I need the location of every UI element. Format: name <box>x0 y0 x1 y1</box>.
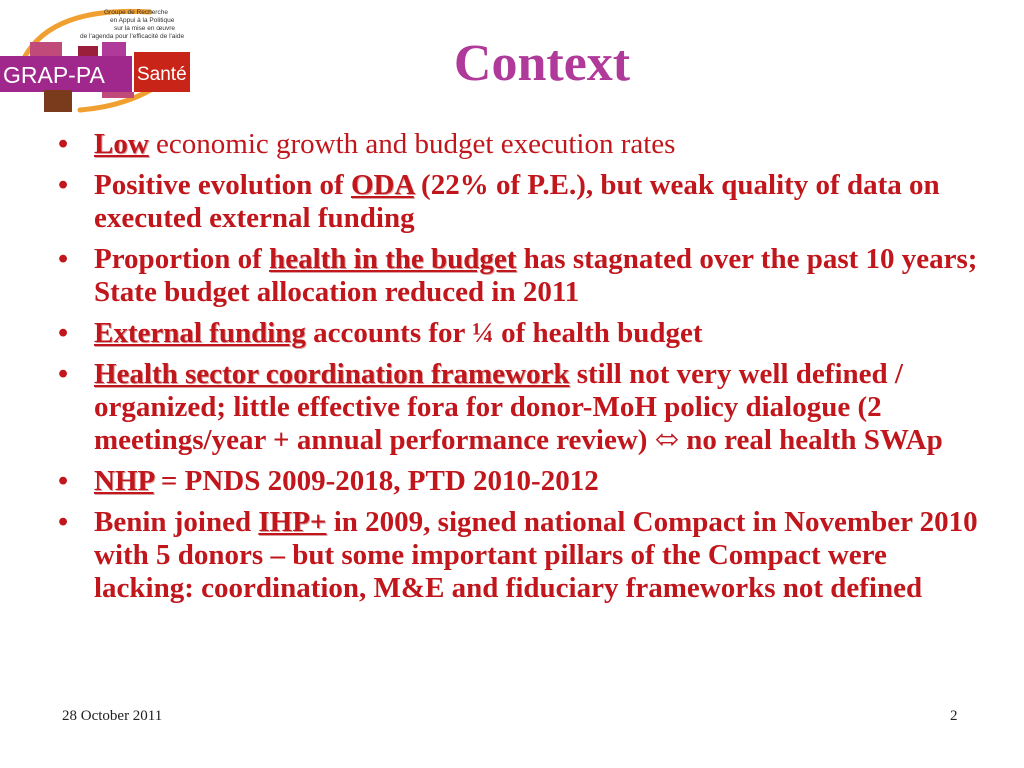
highlighted-term: IHP+ <box>258 506 327 538</box>
logo-tagline-2: en Appui à la Politique <box>110 17 175 24</box>
bullet-glyph: • <box>58 128 69 160</box>
bullet-text: in 2009, signed national Compact in November 2010 with 5 donors – but some important pillars of the Compact were lacking: coordination, M&E and fiduciary frameworks not defined <box>94 506 978 604</box>
bullet-text: still not very well defined / organized; little effective fora for donor-MoH policy dialogue (2 meetings/year + annual performance review) ⬄ no real health SWAp <box>94 358 943 456</box>
bullet-glyph: • <box>58 169 69 201</box>
highlighted-term: Health sector coordination framework <box>94 358 570 390</box>
bullet-item <box>58 358 988 457</box>
bullet-item <box>58 243 988 309</box>
bullet-item <box>58 465 988 498</box>
highlighted-term: External funding <box>94 317 306 349</box>
bullet-glyph: • <box>58 358 69 390</box>
bullet-text: accounts for ¼ of health budget <box>305 317 703 349</box>
bullet-glyph: • <box>58 465 69 497</box>
highlighted-term: Low <box>94 128 149 160</box>
bullet-text: Benin joined <box>94 506 259 538</box>
bullet-glyph: • <box>58 243 69 275</box>
bullet-glyph: • <box>58 317 69 349</box>
highlighted-term: ODA <box>350 169 414 201</box>
bullet-text: Proportion of <box>94 243 270 275</box>
bullet-text: = PNDS 2009-2018, PTD 2010-2012 <box>153 465 599 497</box>
logo-tagline-1: Groupe de Recherche <box>104 9 168 16</box>
bullet-glyph: • <box>58 506 69 538</box>
logo-name-right: Santé <box>137 64 187 85</box>
slide-title-text: Context <box>453 35 631 92</box>
bullet-item <box>58 128 988 161</box>
footer-date: 28 October 2011 <box>62 708 163 724</box>
page-number: 2 <box>950 708 958 724</box>
logo-name-left: GRAP-PA <box>3 62 105 88</box>
bullet-item <box>58 317 988 350</box>
highlighted-term: NHP <box>94 465 154 497</box>
bullet-item <box>58 169 988 235</box>
logo-tagline-3: sur la mise en œuvre <box>114 25 176 32</box>
bullet-text: economic growth and budget execution rates <box>148 128 676 160</box>
bullet-text: (22% of P.E.), but weak quality of data on executed external funding <box>94 169 940 234</box>
logo-tagline-4: de l'agenda pour l'efficacité de l'aide <box>80 33 185 40</box>
bullet-text: has stagnated over the past 10 years; State budget allocation reduced in 2011 <box>94 243 978 308</box>
bullet-text: Positive evolution of <box>94 169 351 201</box>
bullet-item <box>58 506 988 605</box>
bullet-list <box>58 128 988 613</box>
highlighted-term: health in the budget <box>269 243 517 275</box>
